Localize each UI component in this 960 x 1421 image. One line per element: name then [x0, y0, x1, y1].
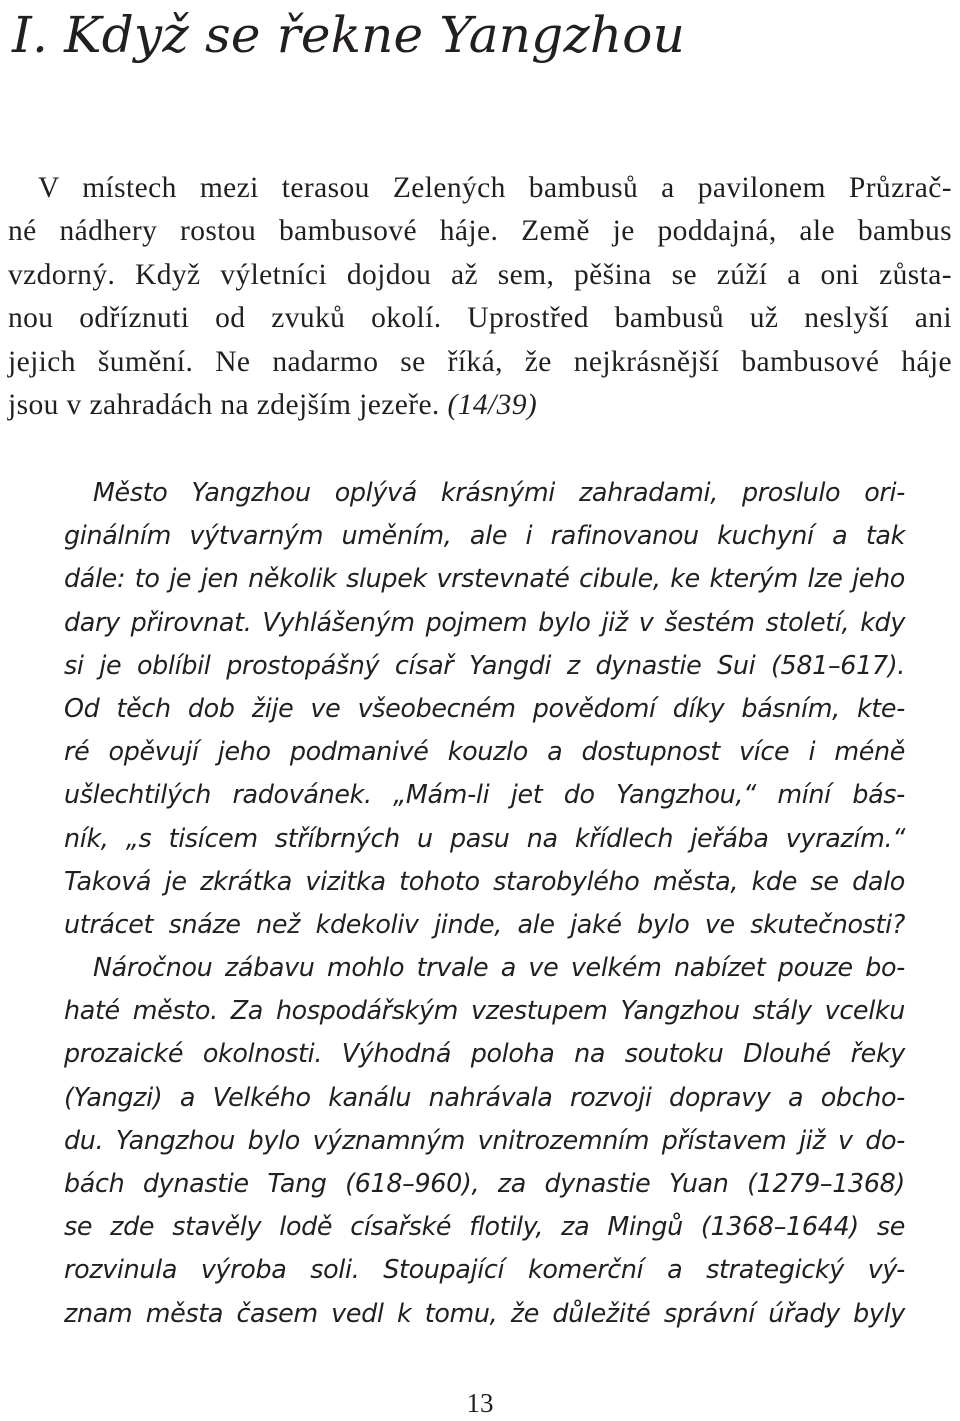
body-line: si je oblíbil prostopášný císař Yangdi z dynastie Sui (581–617). [64, 649, 905, 680]
body-line: haté město. Za hospodářským vzestupem Yangzhou stály vcelku [64, 995, 905, 1026]
body-line: ré opěvují jeho podmanivé kouzlo a dostupnost více i méně [64, 736, 905, 767]
intro-paragraph [8, 167, 952, 427]
body-line: prozaické okolnosti. Výhodná poloha na soutoku Dlouhé řeky [64, 1038, 905, 1069]
source-reference: (14/39) [447, 388, 538, 421]
body-line: dále: to je jen několik slupek vrstevnaté cibule, ke kterým lze jeho [64, 563, 905, 594]
body-line: Od těch dob žije ve všeobecném povědomí díky básním, kte- [64, 692, 905, 723]
body-line: utrácet snáze než kdekoliv jinde, ale jaké bylo ve skutečnosti? [64, 908, 905, 939]
intro-line: jejich šumění. Ne nadarmo se říká, že nejkrásnější bambusové háje [8, 345, 952, 378]
body-line: se zde stavěly lodě císařské flotily, za Mingů (1368–1644) se [64, 1211, 905, 1242]
page-number: 13 [466, 1388, 494, 1418]
body-line: bách dynastie Tang (618–960), za dynastie Yuan (1279–1368) [64, 1168, 905, 1198]
intro-line: nou odříznuti od zvuků okolí. Uprostřed bambusů už neslyší ani [8, 302, 952, 335]
body-line: ušlechtilých radovánek. „Mám-li jet do Yangzhou,“ míní bás- [64, 779, 905, 810]
intro-line: jsou v zahradách na zdejším jezeře. [8, 388, 440, 421]
body-line: Náročnou zábavu mohlo trvale a ve velkém nabízet pouze bo- [93, 952, 905, 983]
intro-line: né nádhery rostou bambusové háje. Země je poddajná, ale bambus [8, 215, 952, 248]
intro-line: V místech mezi terasou Zelených bambusů a pavilonem Průzrač- [38, 172, 952, 204]
body-line: (Yangzi) a Velkého kanálu nahrávala rozvoji dopravy a obcho- [64, 1081, 905, 1112]
body-line: ník, „s tisícem stříbrných u pasu na křídlech jeřába vyrazím.“ [64, 822, 905, 853]
body-line: znam města časem vedl k tomu, že důležité správní úřady byly [64, 1297, 905, 1328]
intro-last-line [8, 384, 952, 427]
body-line: Taková je zkrátka vizitka tohoto starobylého města, kde se dalo [64, 865, 905, 896]
intro-line: vzdorný. Když výletníci dojdou až sem, pěšina se zúží a oni zůsta- [8, 258, 952, 291]
body-line: Město Yangzhou oplývá krásnými zahradami, proslulo ori- [93, 477, 905, 507]
body-line: rozvinula výroba soli. Stoupající komerční a strategický vý- [64, 1254, 905, 1285]
chapter-title: I. Když se řekne Yangzhou [12, 6, 685, 64]
body-line: du. Yangzhou bylo významným vnitrozemním přístavem již v do- [64, 1124, 905, 1155]
body-line: dary přirovnat. Vyhlášeným pojmem bylo již v šestém století, kdy [64, 606, 905, 637]
body-text [64, 471, 905, 1335]
body-line: ginálním výtvarným uměním, ale i rafinovanou kuchyní a tak [64, 520, 905, 551]
